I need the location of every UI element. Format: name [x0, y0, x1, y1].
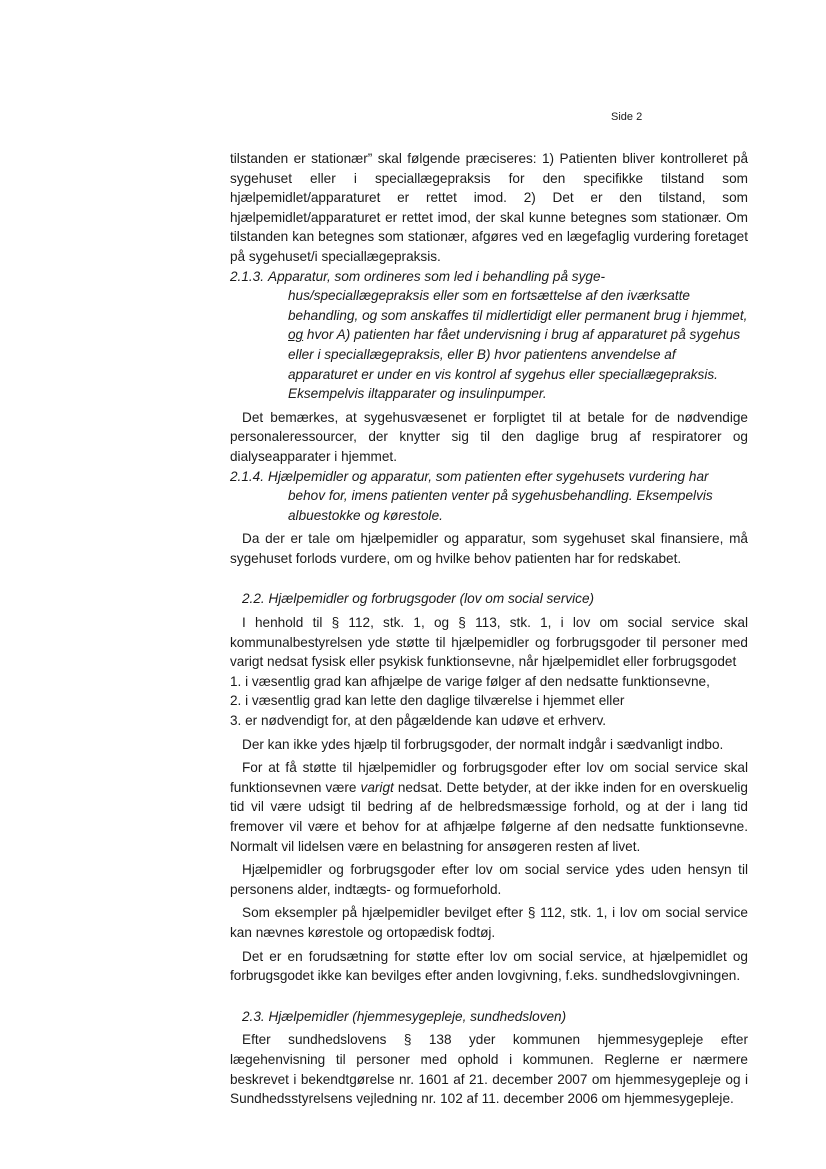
paragraph-eksempler: Som eksempler på hjælpemidler bevilget efter § 112, stk. 1, i lov om social service kan nævnes kørestole og ortopædisk fodtøj. — [230, 905, 748, 940]
underlined-word: og — [288, 327, 304, 343]
item-text-b: hvor A) patienten har fået undervisning i brug af apparaturet på sygehus eller i speciallægepraksis, eller B) hvor patientens anvendelse af apparaturet er under en vis kontrol af sygehus eller speciallægepraksis. Eksempelvis iltapparater og insulinpumper. — [288, 327, 741, 402]
paragraph-forat — [230, 758, 748, 856]
forat-text-b: nedsat. Dette betyder, at der ikke inden for en overskuelig tid vil være udsigt til bedring af de helbredsmæssige forhold, og at der i lang tid fremover vil være et behov for at afhjælpe følgerne af den nedsatte funktionsevne. Normalt vil lidelsen være en belastning for ansøgeren resten af livet. — [230, 779, 748, 854]
paragraph-derkan: Der kan ikke ydes hjælp til forbrugsgoder, der normalt indgår i sædvanligt indbo. — [242, 736, 724, 752]
paragraph-forudsaetning: Det er en forudsætning for støtte efter lov om social service, at hjælpemidlet og forbrugsgodet ikke kan bevilges efter anden lovgivning, f.eks. sundhedslovgivningen. — [230, 948, 748, 984]
list-item: 3. er nødvendigt for, at den pågældende kan udøve et erhverv. — [230, 713, 607, 729]
page-number: Side 2 — [611, 111, 643, 123]
paragraph-ihenhold: I henhold til § 112, stk. 1, og § 113, stk. 1, i lov om social service skal kommunalbestyrelsen yde støtte til hjælpemidler og forbrugsgoder til personer med varigt nedsat fysisk eller psykisk funktionsevne, når hjælpemidlet eller forbrugsgodet — [230, 615, 748, 670]
item-first-line: Hjælpemidler og apparatur, som patienten efter sygehusets vurdering har — [268, 468, 709, 484]
emphasis-varigt: varigt — [360, 779, 394, 795]
paragraph-bemaerkes: Det bemærkes, at sygehusvæsenet er forpligtet til at betale for de nødvendige personaleressourcer, der knytter sig til den daglige brug af respiratorer og dialyseapparater i hjemmet. — [230, 409, 748, 464]
list-item: 1. i væsentlig grad kan afhjælpe de varige følger af den nedsatte funktionsevne, — [230, 673, 710, 689]
section-heading-2-3: 2.3. Hjælpemidler (hjemmesygepleje, sundhedsloven) — [242, 1008, 567, 1024]
paragraph-sundhed: Efter sundhedslovens § 138 yder kommunen hjemmesygepleje efter lægehenvisning til personer med ophold i kommunen. Reglerne er nærmere beskrevet i bekendtgørelse nr. 1601 af 21. december 2007 om hjemmesygepleje og i Sundhedsstyrelsens vejledning nr. 102 af 11. december 2006 om hjemmesygepleje. — [230, 1032, 748, 1107]
item-text-a: hus/speciallægepraksis eller som en fortsættelse af den iværksatte behandling, og som anskaffes til midlertidigt eller permanent brug i hjemmet, — [288, 288, 748, 323]
item-continuation: behov for, imens patienten venter på sygehusbehandling. Eksempelvis albuestokke og kørestole. — [288, 488, 713, 523]
item-first-line: Apparatur, som ordineres som led i behandling på syge- — [268, 268, 606, 284]
item-2-1-4 — [230, 467, 748, 526]
paragraph-hensyn: Hjælpemidler og forbrugsgoder efter lov om social service ydes uden hensyn til personens alder, indtægts- og formueforhold. — [230, 862, 748, 897]
item-label: 2.1.4. — [230, 468, 265, 484]
item-continuation — [230, 286, 748, 404]
section-heading-2-2: 2.2. Hjælpemidler og forbrugsgoder (lov om social service) — [242, 591, 595, 607]
document-body — [230, 149, 748, 1109]
item-2-1-3 — [230, 267, 748, 404]
list-item: 2. i væsentlig grad kan lette den daglige tilværelse i hjemmet eller — [230, 693, 625, 709]
paragraph-finansiere: Da der er tale om hjælpemidler og apparatur, som sygehuset skal finansiere, må sygehuset forlods vurdere, om og hvilke behov patienten har for redskabet. — [230, 531, 748, 566]
paragraph-intro: tilstanden er stationær” skal følgende præciseres: 1) Patienten bliver kontrolleret på sygehuset eller i speciallægepraksis for den specifikke tilstand som hjælpemidlet/apparaturet er rettet imod. 2) Det er den tilstand, som hjælpemidlet/apparaturet er rettet imod, der skal kunne betegnes som stationær. Om tilstanden kan betegnes som stationær, afgøres ved en lægefaglig vurdering foretaget på sygehuset/i speciallægepraksis. — [230, 151, 748, 264]
item-label: 2.1.3. — [230, 268, 265, 284]
forat-text-a: For at få støtte til hjælpemidler og forbrugsgoder efter lov om social service skal funktionsevnen være — [230, 760, 748, 795]
